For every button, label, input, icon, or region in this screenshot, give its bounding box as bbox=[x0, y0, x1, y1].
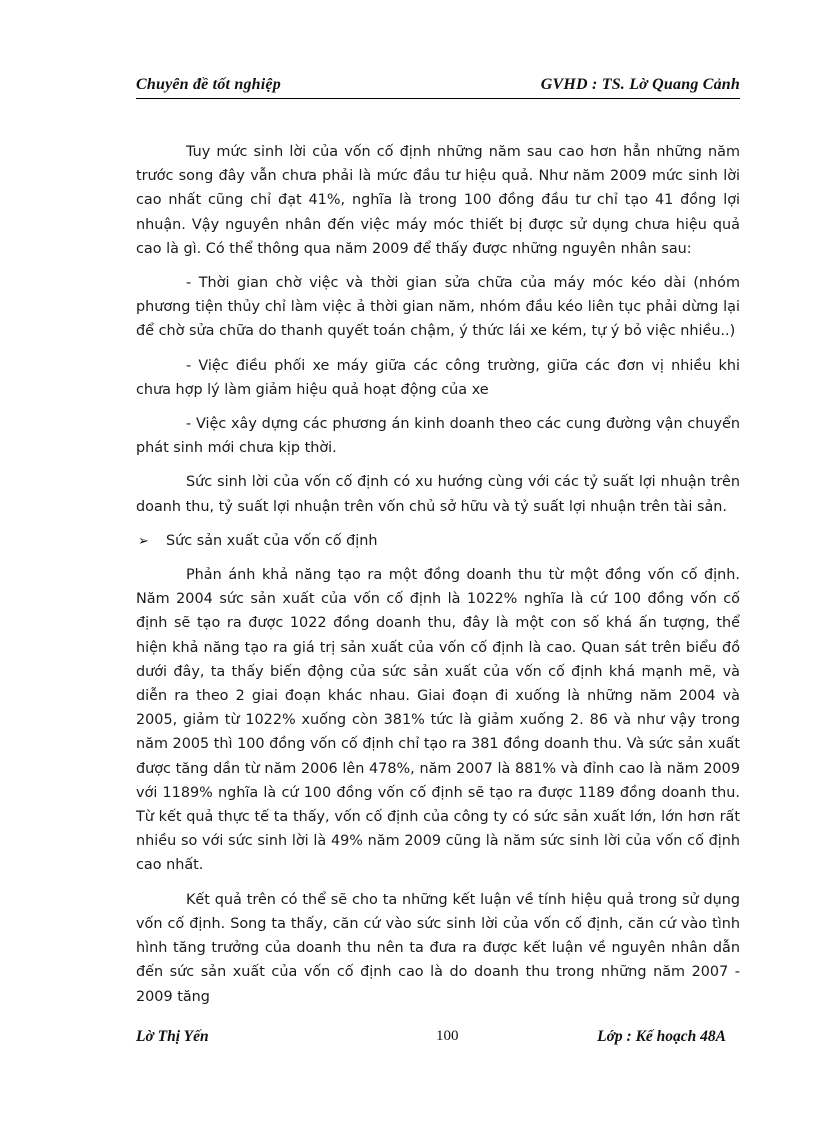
bullet-heading: Sức sản xuất của vốn cố định bbox=[166, 532, 378, 549]
page-footer bbox=[136, 1028, 740, 1050]
header-title: Chuyên đề tốt nghiệp bbox=[136, 76, 281, 93]
page-number: 100 bbox=[436, 1028, 459, 1044]
footer-author: Lờ Thị Yến bbox=[136, 1028, 209, 1045]
paragraph-1: Tuy mức sinh lời của vốn cố định những năm sau cao hơn hẳn những năm trước song đây vẫn chưa phải là mức đầu tư hiệu quả. Như năm 2009 mức sinh lời cao nhất cũng chỉ đạt 41%, nghĩa là trong 100 đồng đầu tư chỉ tạo 41 đồng lợi nhuận. Vậy nguyên nhân đến việc máy móc thiết bị được sử dụng chưa hiệu quả cao là gì. Có thể thông qua năm 2009 để thấy được những nguyên nhân sau: bbox=[136, 144, 740, 257]
paragraph-6: Phản ánh khả năng tạo ra một đồng doanh thu từ một đồng vốn cố định. Năm 2004 sức sản xuất của vốn cố định là 1022% nghĩa là cứ 100 đồng vốn cố định sẽ tạo ra được 1022 đồng doanh thu, đây là một con số khá ấn tượng, thể hiện khả năng tạo ra giá trị sản xuất của vốn cố định là cao. Quan sát trên biểu đồ dưới đây, ta thấy biến động của sức sản xuất của vốn cố định khá mạnh mẽ, và diễn ra theo 2 giai đoạn khác nhau. Giai đoạn đi xuống là những năm 2004 và 2005, giảm từ 1022% xuống còn 381% tức là giảm xuống 2. 86 và như vậy trong năm 2005 thì 100 đồng vốn cố định chỉ tạo ra 381 đồng doanh thu. Và sức sản xuất được tăng dần từ năm 2006 lên 478%, năm 2007 là 881% và đỉnh cao là năm 2009 với 1189% nghĩa là cứ 100 đồng vốn cố định sẽ tạo ra được 1189 đồng doanh thu. Từ kết quả thực tế ta thấy, vốn cố định của công ty có sức sản xuất lớn, lớn hơn rất nhiều so với sức sinh lời là 49% năm 2009 cũng là năm sức sinh lời của vốn cố định cao nhất. bbox=[136, 567, 740, 874]
paragraph-cause-3: - Việc xây dựng các phương án kinh doanh theo các cung đường vận chuyển phát sinh mới chưa kịp thời. bbox=[136, 416, 740, 457]
arrow-bullet-icon: ➢ bbox=[138, 532, 149, 548]
header-advisor: GVHD : TS. Lờ Quang Cảnh bbox=[540, 76, 740, 93]
bullet-heading-row bbox=[136, 529, 740, 553]
page-header bbox=[136, 76, 740, 99]
paragraph-7: Kết quả trên có thể sẽ cho ta những kết luận về tính hiệu quả trong sử dụng vốn cố định. Song ta thấy, căn cứ vào sức sinh lời của vốn cố định, căn cứ vào tình hình tăng trưởng của doanh thu nên ta đưa ra được kết luận về nguyên nhân dẫn đến sức sản xuất của vốn cố định cao là do doanh thu trong những năm 2007 - 2009 tăng bbox=[136, 891, 740, 1005]
paragraph-cause-2: - Việc điều phối xe máy giữa các công trường, giữa các đơn vị nhiều khi chưa hợp lý làm giảm hiệu quả hoạt động của xe bbox=[136, 357, 740, 398]
footer-class: Lớp : Kế hoạch 48A bbox=[597, 1028, 726, 1045]
paragraph-cause-1: - Thời gian chờ việc và thời gian sửa chữa của máy móc kéo dài (nhóm phương tiện thủy chỉ làm việc ả thời gian năm, nhóm đầu kéo liên tục phải dừng lại để chờ sửa chữa do thanh quyết toán chậm, ý thức lái xe kém, tự ý bỏ việc nhiều..) bbox=[136, 275, 740, 340]
document-body bbox=[136, 140, 740, 1009]
paragraph-5: Sức sinh lời của vốn cố định có xu hướng cùng với các tỷ suất lợi nhuận trên doanh thu, tỷ suất lợi nhuận trên vốn chủ sở hữu và tỷ suất lợi nhuận trên tài sản. bbox=[136, 474, 740, 515]
